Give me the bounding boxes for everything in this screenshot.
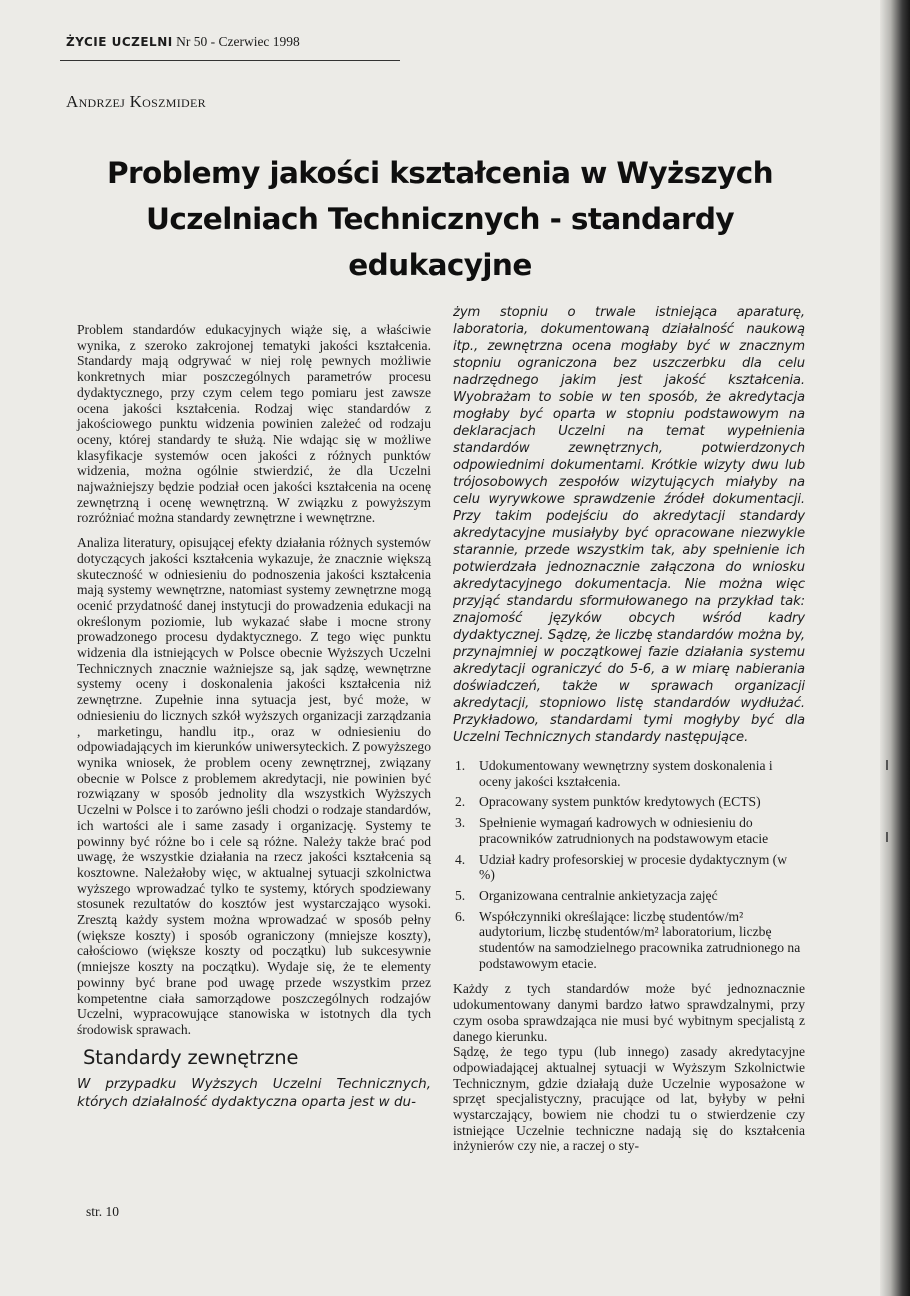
list-item: 4. Udział kadry profesorskiej w procesie dydaktycznym (w %): [455, 851, 788, 883]
list-item: 5. Organizowana centralnie ankietyzacja zajęć: [455, 887, 718, 903]
paragraph: Problem standardów edukacyjnych wiąże się, a właściwie wynika, z szeroko zakrojonej tematyki jakości kształcenia. Standardy mają odgrywać w niej rolę pewnych możliwie konkretnych miar poszczególnych parametrów procesu dydaktycznego, przy czym celem tego pomiaru jest zawsze ocena jakości kształcenia. Rodzaj więc standardów z jakościowego punktu widzenia powinien zależeć od rodzaju oceny, której standardy te służą. Nie wdając się w możliwe klasyfikacje systemów ocen jakości z różnych punktów widzenia, można ogólnie stwierdzić, że dla Uczelni najważniejszy będzie podział ocen jakości kształcenia na ocenę zewnętrzną i ocenę wewnętrzną. W związku z powyższym rozróżniać można standardy zewnętrzne i wewnętrzne.: [77, 322, 431, 526]
section-heading: Standardy zewnętrzne: [83, 1045, 299, 1069]
list-item: 3. Spełnienie wymagań kadrowych w odniesieniu do pracowników zatrudnionych na podstawowym etacie: [455, 815, 769, 846]
author-name: Andrzej Koszmider: [66, 92, 206, 111]
right-column: [453, 304, 805, 1163]
header-rule: [60, 60, 400, 61]
italic-paragraph-start: W przypadku Wyższych Uczelni Technicznych, których działalność dydaktyczna oparta jest w du-: [77, 1076, 431, 1111]
list-item: 6. Współczynniki określające: liczbę studentów/m² audytorium, liczbę studentów/m² laboratorium, liczbę studentów na samodzielnego pracownika zatrudnionego na podstawowym etacie.: [455, 908, 801, 971]
standards-list: [453, 758, 805, 971]
page-number: str. 10: [86, 1204, 120, 1219]
scan-mark: [886, 832, 888, 842]
paragraph: Każdy z tych standardów może być jednoznacznie udokumentowany danymi bardzo łatwo sprawdzalnymi, przy czym osoba sprawdzająca nie musi być wybitnym specjalistą z danego kierunku.: [453, 981, 805, 1044]
issue-info: Nr 50 - Czerwiec 1998: [176, 34, 300, 49]
scan-mark: [886, 760, 888, 770]
paragraph: Analiza literatury, opisującej efekty działania różnych systemów dotyczących jakości kształcenia wykazuje, że znacznie większą skuteczność w odniesieniu do podnoszenia jakości kształcenia mają systemy wewnętrzne, natomiast systemy zewnętrzne mogą ocenić przydatność danej instytucji do prowadzenia edukacji na określonym poziomie, lub wykazać słabe i mocne strony prowadzonego procesu dydaktycznego. Z tego więc punktu widzenia dla istniejących w Polsce obecnie Wyższych Uczelni Technicznych znacznie ważniejsze są, jak sądzę, wewnętrzne systemy oceny i doskonalenia jakości kształcenia niż zewnętrzne. Zupełnie inna sytuacja jest, być może, w odniesieniu do licznych szkół wyższych organizacji zarządzania , marketingu, handlu itp., oraz w odniesieniu do odpowiadających im kierunków uniwersyteckich. Z powyższego wynika wniosek, że problem oceny zewnętrznej, związany obecnie w Polsce z problemem akredytacji, nie powinien być rozwiązany w sposób jednolity dla wszystkich Wyższych Uczelni w Polsce i to zarówno jeśli chodzi o rodzaje standardów, ich wartości ale i same zasady i organizację. Systemy te powinny być różne bo i cele są różne. Należy także brać pod uwagę, że wszystkie działania na rzecz jakości kształcenia są kosztowne. Należałoby więc, w aktualnej sytuacji szkolnictwa wyższego wprowadzać tylko te systemy, których spodziewany stosunek rezultatów do kosztów jest wystarczająco wysoki. Zresztą każdy system można wprowadzać w sposób pełny (większe koszty) i sposób ograniczony (mniejsze koszty), całościowo (większe koszty od początku) lub sukcesywnie (mniejsze koszty na początku). Wydaje się, że te elementy powinny być brane pod uwagę przede wszystkim przez kompetentne ciała samorządowe poszczególnych rodzajów Uczelni, wypracowujące stanowiska w istotnych dla tych środowisk sprawach.: [77, 535, 431, 1037]
running-header: [66, 34, 300, 50]
magazine-name: ŻYCIE UCZELNI: [66, 35, 173, 49]
left-column: [77, 322, 431, 1120]
list-item: 2. Opracowany system punktów kredytowych (ECTS): [455, 794, 761, 810]
article-title: Problemy jakości kształcenia w Wyższych Uczelniach Technicznych - standardy edukacyjne: [106, 156, 774, 282]
italic-paragraph: żym stopniu o trwale istniejąca aparaturę, laboratoria, dokumentowaną działalność naukową itp., zewnętrzna ocena mogłaby być w znacznym stopniu ograniczona bez uszczerbku dla celu nadrzędnego jakim jest jakość kształcenia. Wyobrażam to sobie w ten sposób, że akredytacja mogłaby być oparta w stopniu podstawowym na deklaracjach Uczelni na temat wypełnienia standardów zewnętrznych, potwierdzonych odpowiednimi dokumentami. Krótkie wizyty dwu lub trójosobowych zespołów wizytujących miałyby na celu wyrywkowe sprawdzenie źródeł dokumentacji. Przy takim podejściu do akredytacji standardy akredytacyjne musiałyby być opracowane niezwykle starannie, przede wszystkim tak, aby spełnienie ich potwierdzała jednoznacznie załączona do wniosku akredytacyjnego dokumentacja. Nie można więc przyjąć standardu sformułowanego na przykład tak: znajomość języków obcych wśród kadry dydaktycznej. Sądzę, że liczbę standardów można by, przynajmniej w początkowej fazie działania systemu akredytacji ograniczyć do 5-6, a w miarę nabierania doświadczeń, także w sprawach organizacji akredytacji, stopniowo listę standardów wydłużać. Przykładowo, standardami tymi mogłyby być dla Uczelni Technicznych standardy następujące.: [453, 305, 805, 745]
paragraph: Sądzę, że tego typu (lub innego) zasady akredytacyjne odpowiadającej aktualnej sytuacji w Wyższym Szkolnictwie Technicznym, gdzie działają duże Uczelnie wyposażone w sprzęt specjalistyczny, pracujące od lat, byłyby w pełni wystarczający, bowiem nie chodzi tu o stwierdzenie czy istniejące Uczelnie techniczne nadają się do kształcenia inżynierów czy nie, a raczej o sty-: [453, 1044, 805, 1154]
page-binding-shadow: [880, 0, 910, 1296]
list-item: 1. Udokumentowany wewnętrzny system doskonalenia i oceny jakości kształcenia.: [455, 758, 773, 789]
